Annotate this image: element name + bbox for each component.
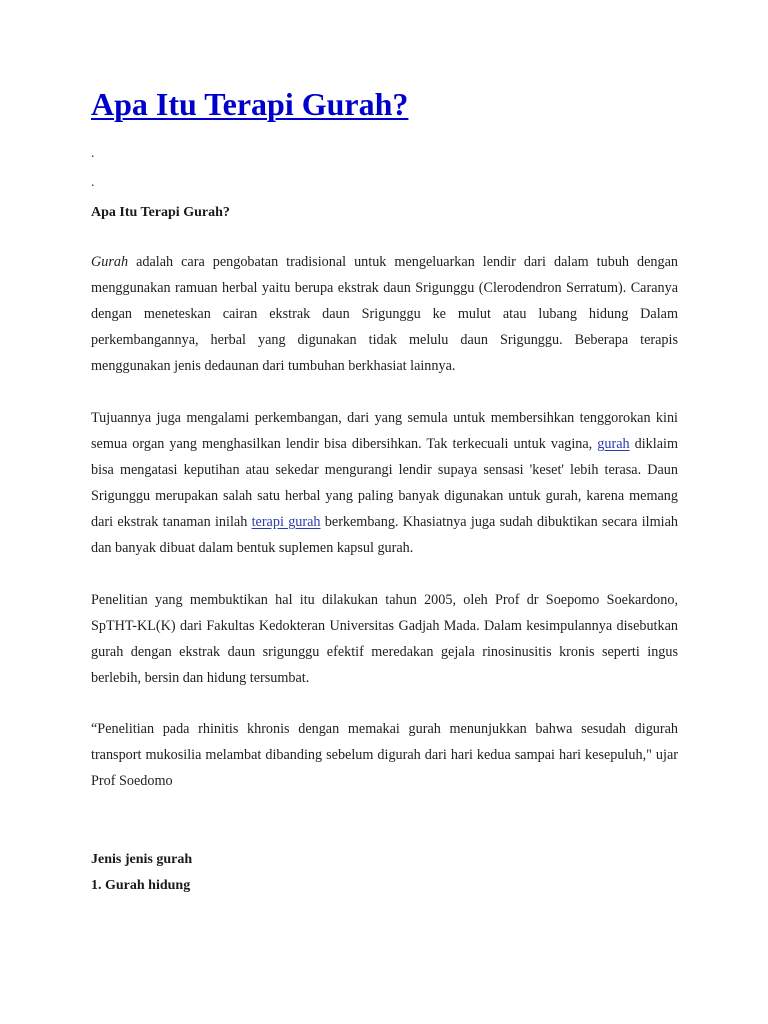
paragraph-text: Tujuannya juga mengalami perkembangan, dari yang semula untuk membersihkan tenggorokan kini semua organ yang menghasilkan lendir bisa dibersihkan. Tak terkecuali untuk vagina,: [91, 410, 678, 452]
terapi-gurah-link[interactable]: terapi gurah: [251, 514, 321, 530]
list-item-heading: 1. Gurah hidung: [91, 878, 191, 893]
paragraph-text: berkembang. Khasiatnya juga sudah dibuktikan secara ilmiah dan banyak dibuat dalam bentuk suplemen kapsul gurah.: [91, 514, 678, 556]
paragraph-quote: [91, 716, 678, 794]
quote-text: “Penelitian pada rhinitis khronis dengan memakai gurah menunjukkan bahwa sesudah digurah transport mukosilia melambat dibanding sebelum digurah dari hari kedua sampai hari kesepuluh," ujar Prof Soedomo: [91, 721, 678, 789]
separator-dot: .: [91, 146, 95, 161]
paragraph-research: [91, 587, 678, 691]
gurah-link[interactable]: gurah: [597, 436, 630, 452]
article-subtitle: Apa Itu Terapi Gurah?: [91, 205, 230, 220]
page-title: [91, 84, 408, 124]
separator-dot: .: [91, 175, 95, 190]
paragraph-text: diklaim bisa mengatasi keputihan atau sekedar mengurangi lendir supaya sensasi 'keset' lebih terasa. Daun Srigunggu merupakan salah satu herbal yang paling banyak digunakan untuk gurah, karena memang dari ekstrak tanaman inilah: [91, 436, 678, 530]
paragraph-text: Penelitian yang membuktikan hal itu dilakukan tahun 2005, oleh Prof dr Soepomo Soekardono, SpTHT-KL(K) dari Fakultas Kedokteran Universitas Gadjah Mada. Dalam kesimpulannya disebutkan gurah dengan ekstrak daun srigunggu efektif meredakan gejala rinosinusitis kronis seperti ingus berlebih, bersin dan hidung tersumbat.: [91, 592, 678, 686]
paragraph-definition: [91, 249, 678, 379]
paragraph-purpose: [91, 405, 678, 561]
paragraph-text: adalah cara pengobatan tradisional untuk mengeluarkan lendir dari dalam tubuh dengan menggunakan ramuan herbal yaitu berupa ekstrak daun Srigunggu (Clerodendron Serratum). Caranya dengan meneteskan cairan ekstrak daun Srigunggu ke mulut atau lubang hidung Dalam perkembangannya, herbal yang digunakan tidak melulu daun Srigunggu. Beberapa terapis menggunakan jenis dedaunan dari tumbuhan berkhasiat lainnya.: [91, 254, 678, 374]
title-link[interactable]: Apa Itu Terapi Gurah?: [91, 86, 409, 122]
gurah-term: Gurah: [91, 254, 129, 270]
section-heading: Jenis jenis gurah: [91, 852, 193, 867]
